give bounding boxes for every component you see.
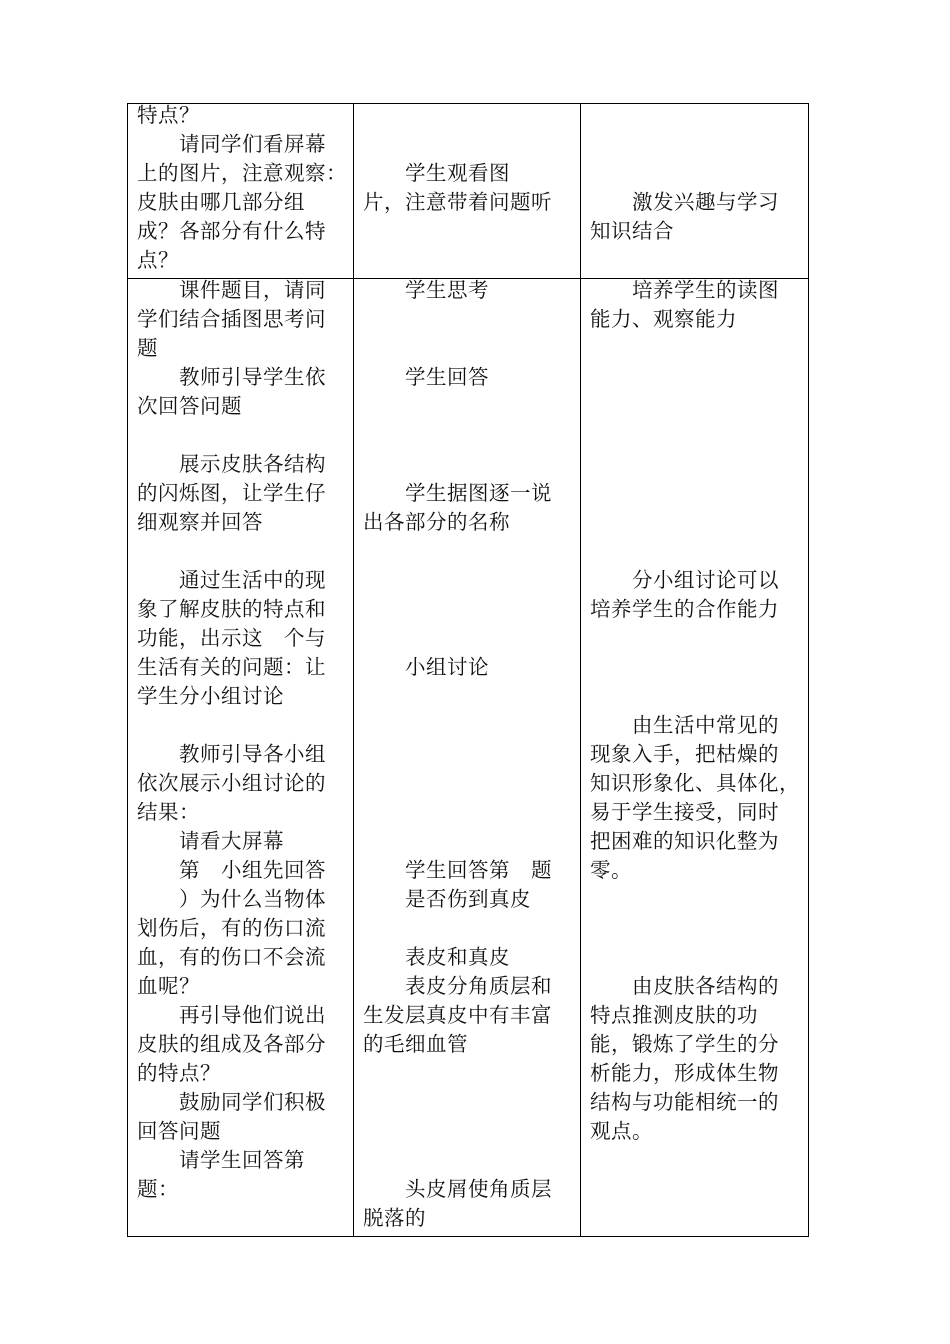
cell-text: ）为什么当物体 xyxy=(137,887,326,911)
cell-text: 特点推测皮肤的功 xyxy=(590,1003,758,1027)
table-border-left xyxy=(127,103,128,1237)
cell-text: 题 xyxy=(137,336,158,360)
cell-text: 学生回答 xyxy=(363,365,489,389)
cell-text: 请学生回答第 xyxy=(137,1148,305,1172)
cell-text: 由皮肤各结构的 xyxy=(590,974,779,998)
cell-text: 能，锻炼了学生的分 xyxy=(590,1032,779,1056)
table-border-top xyxy=(127,103,809,104)
cell-text: 通过生活中的现 xyxy=(137,568,326,592)
cell-text: 学生分小组讨论 xyxy=(137,684,284,708)
cell-text: 教师引导各小组 xyxy=(137,742,326,766)
table-col-divider-1 xyxy=(353,103,354,1237)
cell-text: 学生回答第 题 xyxy=(363,858,552,882)
table-border-bottom xyxy=(127,1236,809,1237)
cell-text: 知识形象化、具体化， xyxy=(590,771,800,795)
cell-text: 第 小组先回答 xyxy=(137,858,326,882)
cell-text: 学生据图逐一说 xyxy=(363,481,552,505)
cell-text: 把困难的知识化整为 xyxy=(590,829,779,853)
cell-text: 结构与功能相统一的 xyxy=(590,1090,779,1114)
cell-text: 血，有的伤口不会流 xyxy=(137,945,326,969)
cell-text: 再引导他们说出 xyxy=(137,1003,326,1027)
cell-text: 生发层真皮中有丰富 xyxy=(363,1003,552,1027)
cell-text: 上的图片，注意观察： xyxy=(137,161,347,185)
cell-text: 片，注意带着问题听 xyxy=(363,190,552,214)
cell-text: 依次展示小组讨论的 xyxy=(137,771,326,795)
cell-text: 功能，出示这 个与 xyxy=(137,626,326,650)
cell-text: 激发兴趣与学习 xyxy=(590,190,779,214)
cell-text: 易于学生接受，同时 xyxy=(590,800,779,824)
cell-text: 鼓励同学们积极 xyxy=(137,1090,326,1114)
cell-text: 皮肤的组成及各部分 xyxy=(137,1032,326,1056)
cell-text: 脱落的 xyxy=(363,1206,426,1230)
cell-text: 请看大屏幕 xyxy=(137,829,284,853)
cell-text: 次回答问题 xyxy=(137,394,242,418)
cell-text: 划伤后，有的伤口流 xyxy=(137,916,326,940)
cell-text: 学生观看图 xyxy=(363,161,510,185)
cell-text: 特点？ xyxy=(137,103,200,127)
table-border-right xyxy=(808,103,809,1237)
cell-text: 回答问题 xyxy=(137,1119,221,1143)
cell-text: 析能力，形成体生物 xyxy=(590,1061,779,1085)
cell-text: 教师引导学生依 xyxy=(137,365,326,389)
cell-text: 由生活中常见的 xyxy=(590,713,779,737)
cell-text: 学生思考 xyxy=(363,278,489,302)
cell-text: 象了解皮肤的特点和 xyxy=(137,597,326,621)
cell-text: 的闪烁图，让学生仔 xyxy=(137,481,326,505)
cell-text: 零。 xyxy=(590,858,632,882)
cell-text: 现象入手，把枯燥的 xyxy=(590,742,779,766)
cell-text: 出各部分的名称 xyxy=(363,510,510,534)
cell-text: 的毛细血管 xyxy=(363,1032,468,1056)
cell-text: 题： xyxy=(137,1177,179,1201)
cell-text: 皮肤由哪几部分组 xyxy=(137,190,305,214)
cell-text: 是否伤到真皮 xyxy=(363,887,531,911)
table-col-divider-2 xyxy=(580,103,581,1237)
cell-text: 能力、观察能力 xyxy=(590,307,737,331)
cell-text: 头皮屑使角质层 xyxy=(363,1177,552,1201)
cell-text: 培养学生的读图 xyxy=(590,278,779,302)
cell-text: 的特点？ xyxy=(137,1061,221,1085)
cell-text: 细观察并回答 xyxy=(137,510,263,534)
cell-text: 成？各部分有什么特 xyxy=(137,219,326,243)
cell-text: 血呢？ xyxy=(137,974,200,998)
cell-text: 表皮分角质层和 xyxy=(363,974,552,998)
cell-text: 表皮和真皮 xyxy=(363,945,510,969)
cell-text: 课件题目，请同 xyxy=(137,278,326,302)
cell-text: 知识结合 xyxy=(590,219,674,243)
cell-text: 点？ xyxy=(137,248,179,272)
cell-text: 展示皮肤各结构 xyxy=(137,452,326,476)
cell-text: 分小组讨论可以 xyxy=(590,568,779,592)
cell-text: 小组讨论 xyxy=(363,655,489,679)
cell-text: 生活有关的问题：让 xyxy=(137,655,326,679)
cell-text: 请同学们看屏幕 xyxy=(137,132,326,156)
cell-text: 观点。 xyxy=(590,1119,653,1143)
cell-text: 结果： xyxy=(137,800,200,824)
cell-text: 培养学生的合作能力 xyxy=(590,597,779,621)
cell-text: 学们结合插图思考问 xyxy=(137,307,326,331)
